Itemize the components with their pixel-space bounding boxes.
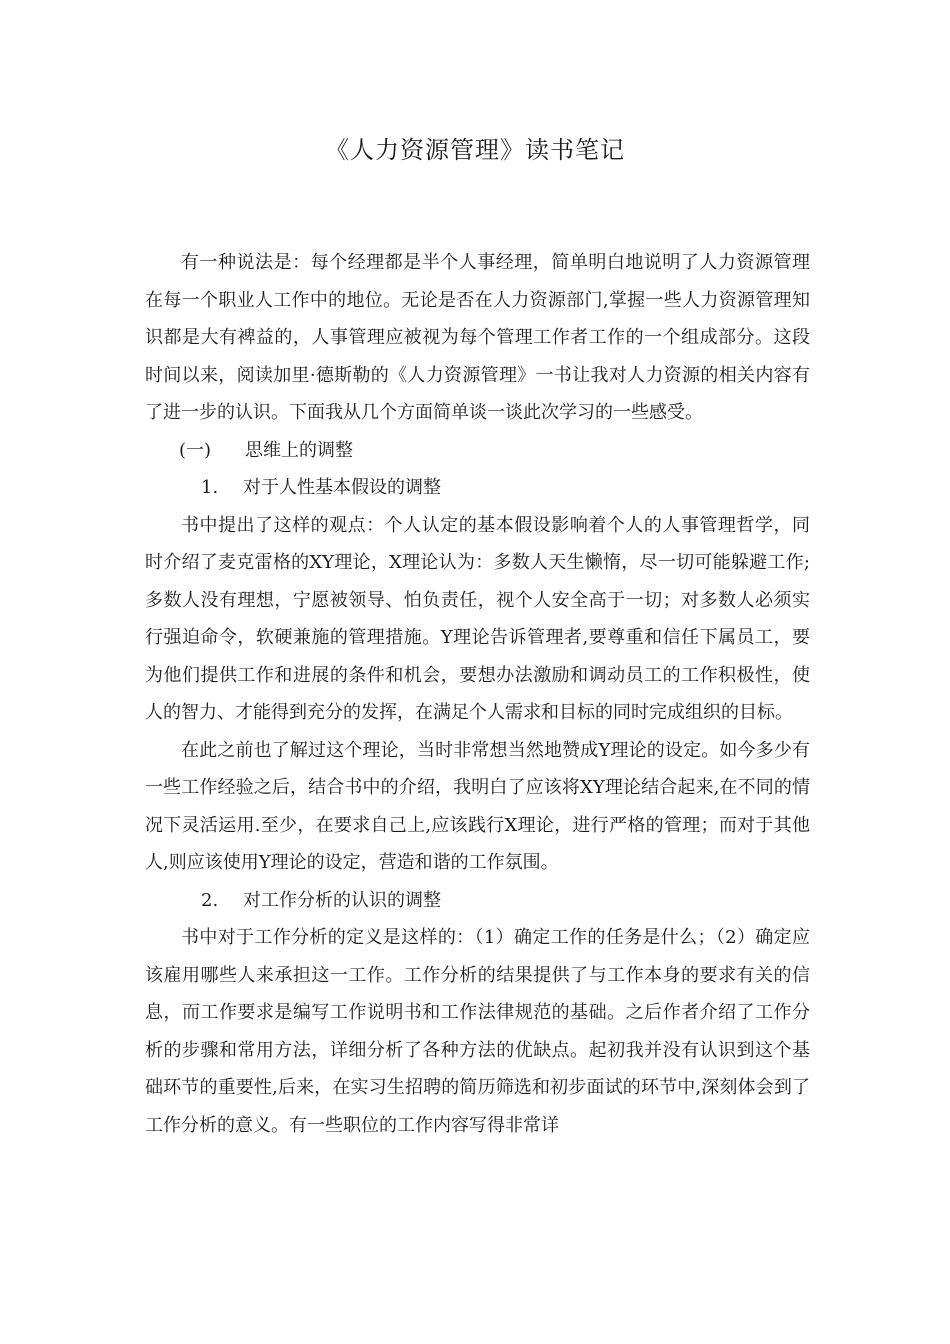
subsection-heading-job-analysis [145,882,810,920]
reflection-paragraph: 在此之前也了解过这个理论，当时非常想当然地赞成Y理论的设定。如今多少有一些工作经验之后，结合书中的介绍，我明白了应该将XY理论结合起来,在不同的情况下灵活运用.至少，在要求自己上,应该践行X理论，进行严格的管理；而对于其他人,则应该使用Y理论的设定，营造和谐的工作氛围。 [145,739,810,873]
intro-paragraph: 有一种说法是：每个经理都是半个人事经理，简单明白地说明了人力资源管理在每一个职业人工作中的地位。无论是否在人力资源部门,掌握一些人力资源管理知识都是大有裨益的，人事管理应被视为每个管理工作者工作的一个组成部分。这段时间以来，阅读加里·德斯勒的《人力资源管理》一书让我对人力资源的相关内容有了进一步的认识。下面我从几个方面简单谈一谈此次学习的一些感受。 [145,252,810,423]
subsection-label: 对于人性基本假设的调整 [243,477,441,498]
section-heading-thinking [145,432,810,470]
document-title: 《人力资源管理》读书笔记 [325,136,625,164]
subsection-heading-human-nature [145,469,810,507]
section-label: 思维上的调整 [245,439,353,461]
document-body [145,244,810,1144]
subsection-number: 1. [201,477,219,498]
job-analysis-paragraph: 书中对于工作分析的定义是这样的：（1）确定工作的任务是什么；（2）确定应该雇用哪些人来承担这一工作。工作分析的结果提供了与工作本身的要求有关的信息，而工作要求是编写工作说明书和工作法律规范的基础。之后作者介绍了工作分析的步骤和常用方法，详细分析了各种方法的优缺点。起初我并没有认识到这个基础环节的重要性,后来，在实习生招聘的简历筛选和初步面试的环节中,深刻体会到了工作分析的意义。有一些职位的工作内容写得非常详 [145,927,810,1136]
section-number: (一) [179,439,212,461]
subsection-label: 对工作分析的认识的调整 [243,889,441,911]
xy-theory-paragraph: 书中提出了这样的观点：个人认定的基本假设影响着个人的人事管理哲学，同时介绍了麦克雷格的XY理论，X理论认为：多数人天生懒惰，尽一切可能躲避工作;多数人没有理想，宁愿被领导、怕负责任，视个人安全高于一切；对多数人必须实行强迫命令，软硬兼施的管理措施。Y理论告诉管理者,要尊重和信任下属员工，要为他们提供工作和进展的条件和机会，要想办法激励和调动员工的工作积极性，使人的智力、才能得到充分的发挥，在满足个人需求和目标的同时完成组织的目标。 [145,514,810,723]
subsection-number: 2. [201,889,219,911]
